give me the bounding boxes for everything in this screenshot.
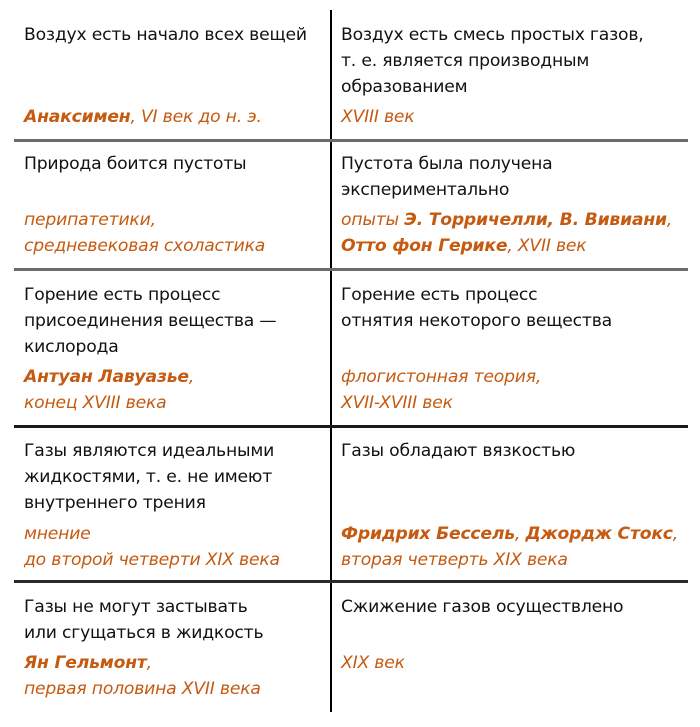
statement-text: Горение есть процесс присоединения вещества — кислорода: [24, 285, 277, 357]
source-name: Фридрих Бессель: [341, 524, 515, 544]
source-name: Джордж Стокс: [525, 524, 673, 544]
source-text: [341, 650, 405, 676]
table-cell-old-view: [24, 151, 324, 261]
table-cell-new-view: [341, 151, 686, 261]
source-detail: , XVII век: [507, 236, 587, 256]
source-name: Э. Торричелли, В. Вивиани: [404, 210, 667, 230]
table-cell-old-view: [24, 438, 324, 578]
table-cell-old-view: [24, 594, 324, 714]
source-detail: ,: [514, 524, 526, 544]
statement-text: Природа боится пустоты: [24, 154, 247, 174]
source-detail: флогистонная теория, XVII-XVIII век: [341, 367, 542, 413]
statement-text: Газы обладают вязкостью: [341, 441, 576, 461]
table-cell-new-view: [341, 594, 686, 714]
source-text: [341, 364, 541, 416]
statement-text: Пустота была получена экспериментально: [341, 154, 553, 200]
row-divider: [14, 268, 688, 271]
source-name: Ян Гельмонт: [24, 653, 147, 673]
table-cell-new-view: [341, 438, 686, 578]
source-text: [24, 521, 280, 573]
source-name: Анаксимен: [24, 107, 131, 127]
source-text: [24, 650, 261, 702]
source-detail: , VI век до н. э.: [130, 107, 262, 127]
source-detail: опыты: [341, 210, 405, 230]
source-text: [341, 104, 415, 130]
table-cell-old-view: [24, 22, 324, 132]
row-divider: [14, 139, 688, 142]
table-cell-old-view: [24, 282, 324, 422]
statement-text: Воздух есть смесь простых газов, т. е. является производным образованием: [341, 25, 644, 97]
source-text: [24, 364, 194, 416]
source-text: [341, 521, 678, 573]
statement-text: Сжижение газов осуществлено: [341, 597, 624, 617]
source-text: [24, 207, 265, 259]
source-detail: , первая половина XVII века: [24, 653, 261, 699]
source-text: [24, 104, 262, 130]
source-detail: перипатетики, средневековая схоластика: [24, 210, 266, 256]
statement-text: Горение есть процесс отнятия некоторого вещества: [341, 285, 612, 331]
source-detail: ,: [666, 210, 673, 230]
source-detail: мнение до второй четверти XIX века: [24, 524, 280, 570]
source-detail: XIX век: [341, 653, 405, 673]
statement-text: Газы не могут застывать или сгущаться в жидкость: [24, 597, 264, 643]
statement-text: Воздух есть начало всех вещей: [24, 25, 307, 45]
source-detail: , конец XVIII века: [24, 367, 195, 413]
source-text: [341, 207, 672, 259]
row-divider: [14, 425, 688, 428]
column-divider: [330, 10, 332, 712]
source-name: Антуан Лавуазье: [24, 367, 189, 387]
source-detail: XVIII век: [341, 107, 415, 127]
source-name: Отто фон Герике: [341, 236, 508, 256]
table-cell-new-view: [341, 282, 686, 422]
statement-text: Газы являются идеальными жидкостями, т. е. не имеют внутреннего трения: [24, 441, 275, 513]
row-divider: [14, 580, 688, 583]
source-detail: , вторая четверть XIX века: [341, 524, 679, 570]
table-cell-new-view: [341, 22, 686, 132]
